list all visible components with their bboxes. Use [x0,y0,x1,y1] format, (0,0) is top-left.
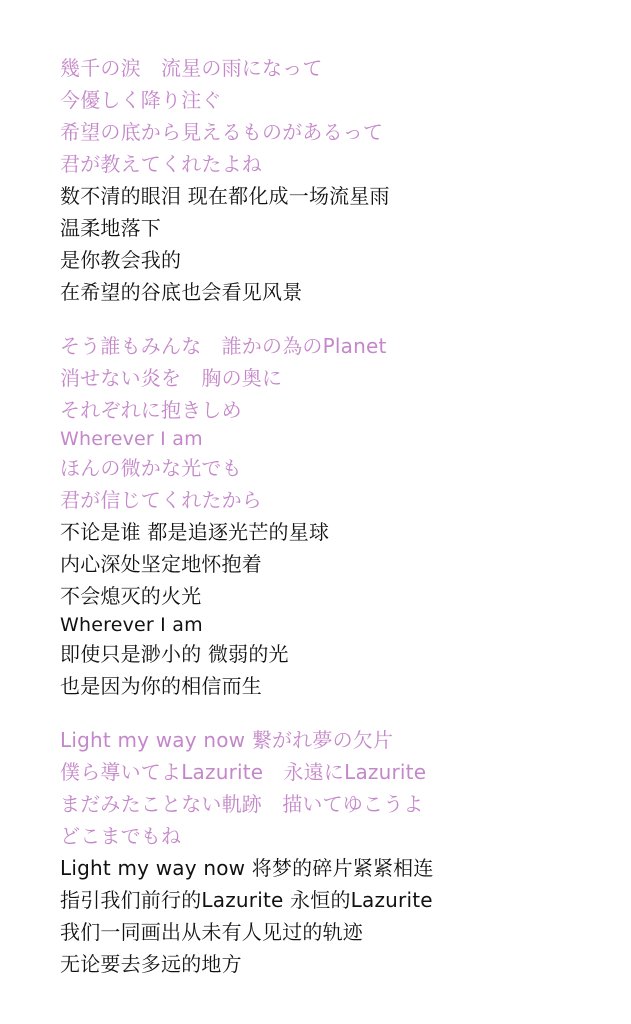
stanza-3 [60,724,631,980]
chinese-lyric-line: 是你教会我的 [60,248,182,272]
chinese-lyric-line: 不论是谁 都是追逐光芒的星球 [60,520,330,544]
chinese-lyric-line: Wherever I am [60,614,203,636]
chinese-lyric-line: 在希望的谷底也会看见风景 [60,280,303,304]
japanese-lyric-line: Light my way now 繋がれ夢の欠片 [60,728,394,752]
chinese-lyric-line: 不会熄灭的火光 [60,584,202,608]
chinese-lyric-line: 也是因为你的相信而生 [60,674,262,698]
chinese-lyric-line: 温柔地落下 [60,216,161,240]
chinese-lyric-line: 数不清的眼泪 现在都化成一场流星雨 [60,184,390,208]
japanese-lyric-line: 消せない炎を 胸の奥に [60,366,283,390]
japanese-lyric-line: そう誰もみんな 誰かの為のPlanet [60,334,387,358]
japanese-lyric-line: 君が教えてくれたよね [60,152,262,176]
stanza-2 [60,330,631,702]
japanese-lyric-line: 希望の底から見えるものがあるって [60,120,384,144]
chinese-lyric-line: 内心深处坚定地怀抱着 [60,552,262,576]
chinese-lyric-line: 我们一同画出从未有人见过的轨迹 [60,920,363,944]
chinese-lyric-line: Light my way now 将梦的碎片紧紧相连 [60,856,434,880]
japanese-lyric-line: 僕ら導いてよLazurite 永遠にLazurite [60,760,427,784]
japanese-lyric-line: 君が信じてくれたから [60,488,262,512]
japanese-lyric-line: それぞれに抱きしめ [60,398,242,422]
chinese-lyric-line: 指引我们前行的Lazurite 永恒的Lazurite [60,888,433,912]
japanese-lyric-line: 幾千の涙 流星の雨になって [60,56,323,80]
japanese-lyric-line: ほんの微かな光でも [60,456,242,480]
japanese-lyric-line: 今優しく降り注ぐ [60,88,222,112]
chinese-lyric-line: 即使只是渺小的 微弱的光 [60,642,289,666]
stanza-1 [60,52,631,308]
japanese-lyric-line: Wherever I am [60,428,203,450]
chinese-lyric-line: 无论要去多远的地方 [60,952,242,976]
japanese-lyric-line: まだみたことない軌跡 描いてゆこうよ [60,792,424,816]
japanese-lyric-line: どこまでもね [60,824,182,848]
